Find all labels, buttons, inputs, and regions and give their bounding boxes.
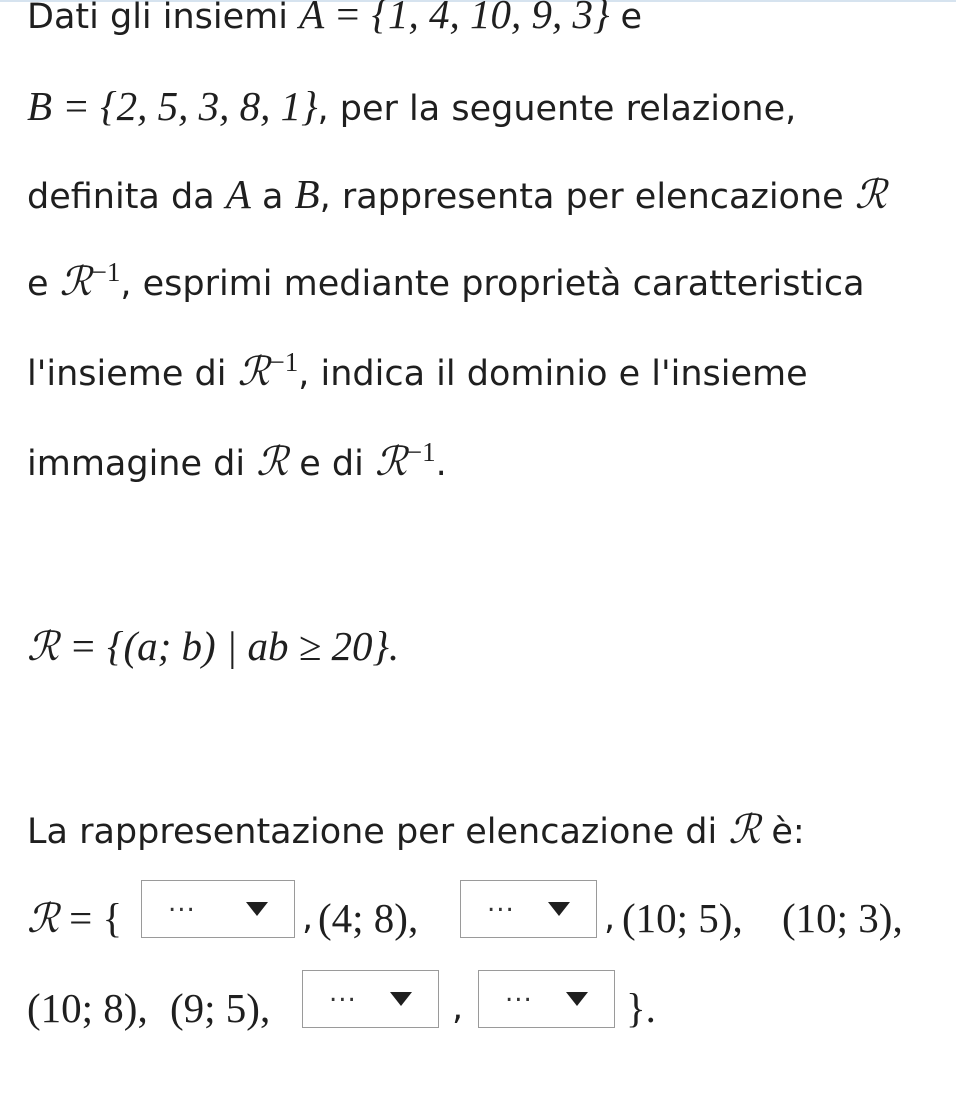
pair-9-5: (9; 5), (170, 985, 271, 1031)
relation-symbol: ℛ (237, 349, 270, 395)
problem-line-6: immagine di ℛ e di ℛ$^{-1}$. (27, 437, 447, 485)
problem-line-1: Dati gli insiemi A = {1, 4, 10, 9, 3} e (27, 0, 642, 39)
chevron-down-icon (566, 992, 588, 1006)
relation-symbol: ℛ (27, 896, 59, 942)
set-a-definition: A = {1, 4, 10, 9, 3} (299, 0, 610, 37)
pair-dropdown-1[interactable]: ... (141, 880, 295, 938)
relation-symbol: ℛ (27, 624, 59, 670)
problem-line-5: l'insieme di ℛ$^{-1}$, indica il dominio e l'insieme (27, 347, 808, 395)
problem-line-3: definita da A a B, rappresenta per elencazione ℛ (27, 171, 887, 218)
relation-definition: ℛ = {(a; b) | ab ≥ 20}. (27, 623, 400, 670)
chevron-down-icon (246, 902, 268, 916)
set-b-definition: B = {2, 5, 3, 8, 1} (27, 83, 318, 129)
pair-dropdown-2[interactable]: ... (460, 880, 597, 938)
problem-line-4: e ℛ$^{-1}$, esprimi mediante proprietà caratteristica (27, 257, 865, 305)
problem-line-2: B = {2, 5, 3, 8, 1}, per la seguente relazione, (27, 83, 797, 129)
pair-10-3: (10; 3), (782, 895, 903, 941)
chevron-down-icon (548, 902, 570, 916)
comma-separator: , (452, 988, 464, 1028)
answer-relation-start: ℛ = { (27, 895, 123, 942)
relation-symbol: ℛ (256, 439, 289, 485)
pair-10-8: (10; 8), (27, 985, 148, 1031)
chevron-down-icon (390, 992, 412, 1006)
pair-10-5: (10; 5), (622, 895, 743, 941)
relation-symbol: ℛ (59, 259, 92, 305)
pair-dropdown-3[interactable]: ... (302, 970, 439, 1028)
answer-relation-end: }. (626, 985, 656, 1031)
pair-dropdown-4[interactable]: ... (478, 970, 615, 1028)
relation-symbol: ℛ (728, 807, 761, 853)
comma-separator: , (604, 898, 616, 938)
pair-4-8: (4; 8), (318, 895, 419, 941)
comma-separator: , (302, 898, 314, 938)
relation-symbol: ℛ (375, 439, 407, 485)
answer-prompt: La rappresentazione per elencazione di ℛ è: (27, 807, 805, 853)
relation-symbol: ℛ (854, 172, 887, 218)
